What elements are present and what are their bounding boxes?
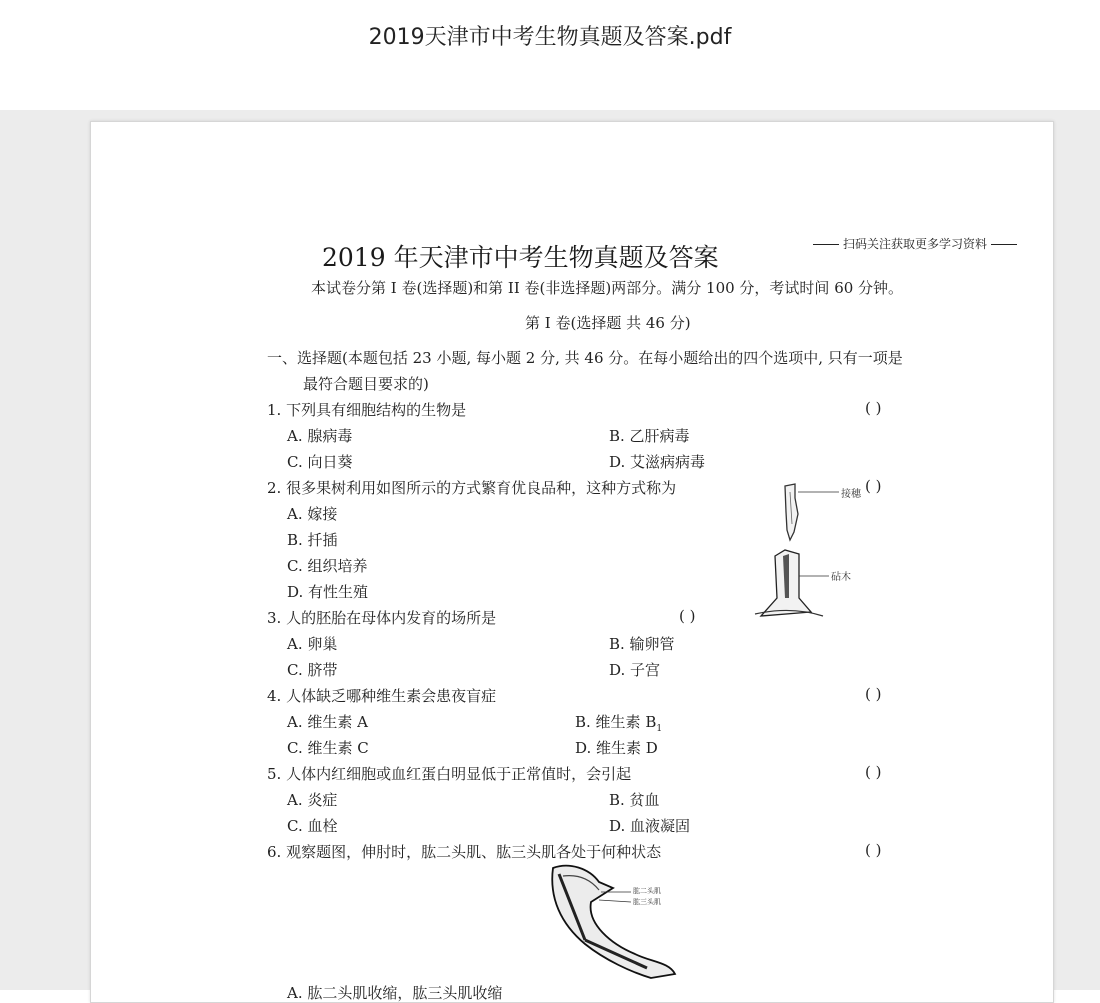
label-stock: 砧木 [831,572,851,583]
q6-answer-paren: ( ) [865,841,882,859]
q5-stem: 5. 人体内红细胞或血红蛋白明显低于正常值时，会引起 [267,765,632,783]
triceps-pointer [599,900,631,902]
q2-option-a: A. 嫁接 [287,505,338,523]
q1-answer-paren: ( ) [865,399,882,417]
qr-note [809,235,1021,252]
q2-option-b: B. 扦插 [287,531,338,549]
q5-option-a: A. 炎症 [287,791,338,809]
q2-answer-paren: ( ) [865,477,882,495]
q4-option-b-subscript: 1 [656,724,663,734]
arm-outline [552,866,675,978]
q6-stem: 6. 观察题图，伸肘时，肱二头肌、肱三头肌各处于何种状态 [267,843,662,861]
label-biceps: 肱二头肌 [633,887,661,895]
q2-stem: 2. 很多果树利用如图所示的方式繁育优良品种，这种方式称为 [267,479,677,497]
q3-option-a: A. 卵巢 [287,635,338,653]
q5-option-d: D. 血液凝固 [609,817,691,835]
qr-note-line-right [991,244,1017,245]
q4-option-d: D. 维生素 D [575,739,658,757]
intro-text: 本试卷分第 I 卷(选择题)和第 II 卷(非选择题)两部分。满分 100 分，考试时间 60 分钟。 [311,279,904,297]
q5-option-c: C. 血栓 [287,817,338,835]
q4-stem: 4. 人体缺乏哪种维生素会患夜盲症 [267,687,497,705]
q4-answer-paren: ( ) [865,685,882,703]
q4-option-a: A. 维生素 A [287,713,368,731]
instruction-line-1: 一、选择题(本题包括 23 小题, 每小题 2 分, 共 46 分。在每小题给出的四个选项中, 只有一项是 [267,349,903,367]
q2-option-c: C. 组织培养 [287,557,368,575]
arm-figure [539,862,689,980]
file-title: 2019天津市中考生物真题及答案.pdf [368,25,732,50]
q4-option-c: C. 维生素 C [287,739,369,757]
q1-option-b: B. 乙肝病毒 [609,427,690,445]
q3-option-d: D. 子宫 [609,661,661,679]
label-triceps: 肱三头肌 [633,898,661,906]
q3-option-c: C. 脐带 [287,661,338,679]
qr-note-text: 扫码关注获取更多学习资料 [843,237,988,251]
section-heading: 第 I 卷(选择题 共 46 分) [525,314,691,332]
doc-title: 2019 年天津市中考生物真题及答案 [322,243,719,272]
q6-option-a: A. 肱二头肌收缩，肱三头肌收缩 [287,984,503,1002]
q1-option-a: A. 腺病毒 [287,427,353,445]
q3-option-b: B. 输卵管 [609,635,675,653]
q4-option-b [575,711,662,734]
instruction-line-2: 最符合题目要求的) [303,375,429,393]
q3-stem: 3. 人的胚胎在母体内发育的场所是 [267,609,497,627]
qr-note-line-left [813,244,839,245]
viewer-header [0,0,1100,110]
q2-option-d: D. 有性生殖 [287,583,369,601]
q1-stem: 1. 下列具有细胞结构的生物是 [267,401,467,419]
q4-option-b-text: B. 维生素 B [575,713,657,731]
pdf-page [90,121,1054,1003]
q1-option-c: C. 向日葵 [287,453,353,471]
label-scion: 接穗 [841,489,861,500]
q3-answer-paren: ( ) [679,607,696,625]
q1-option-d: D. 艾滋病病毒 [609,453,706,471]
q5-answer-paren: ( ) [865,763,882,781]
q5-option-b: B. 贫血 [609,791,660,809]
